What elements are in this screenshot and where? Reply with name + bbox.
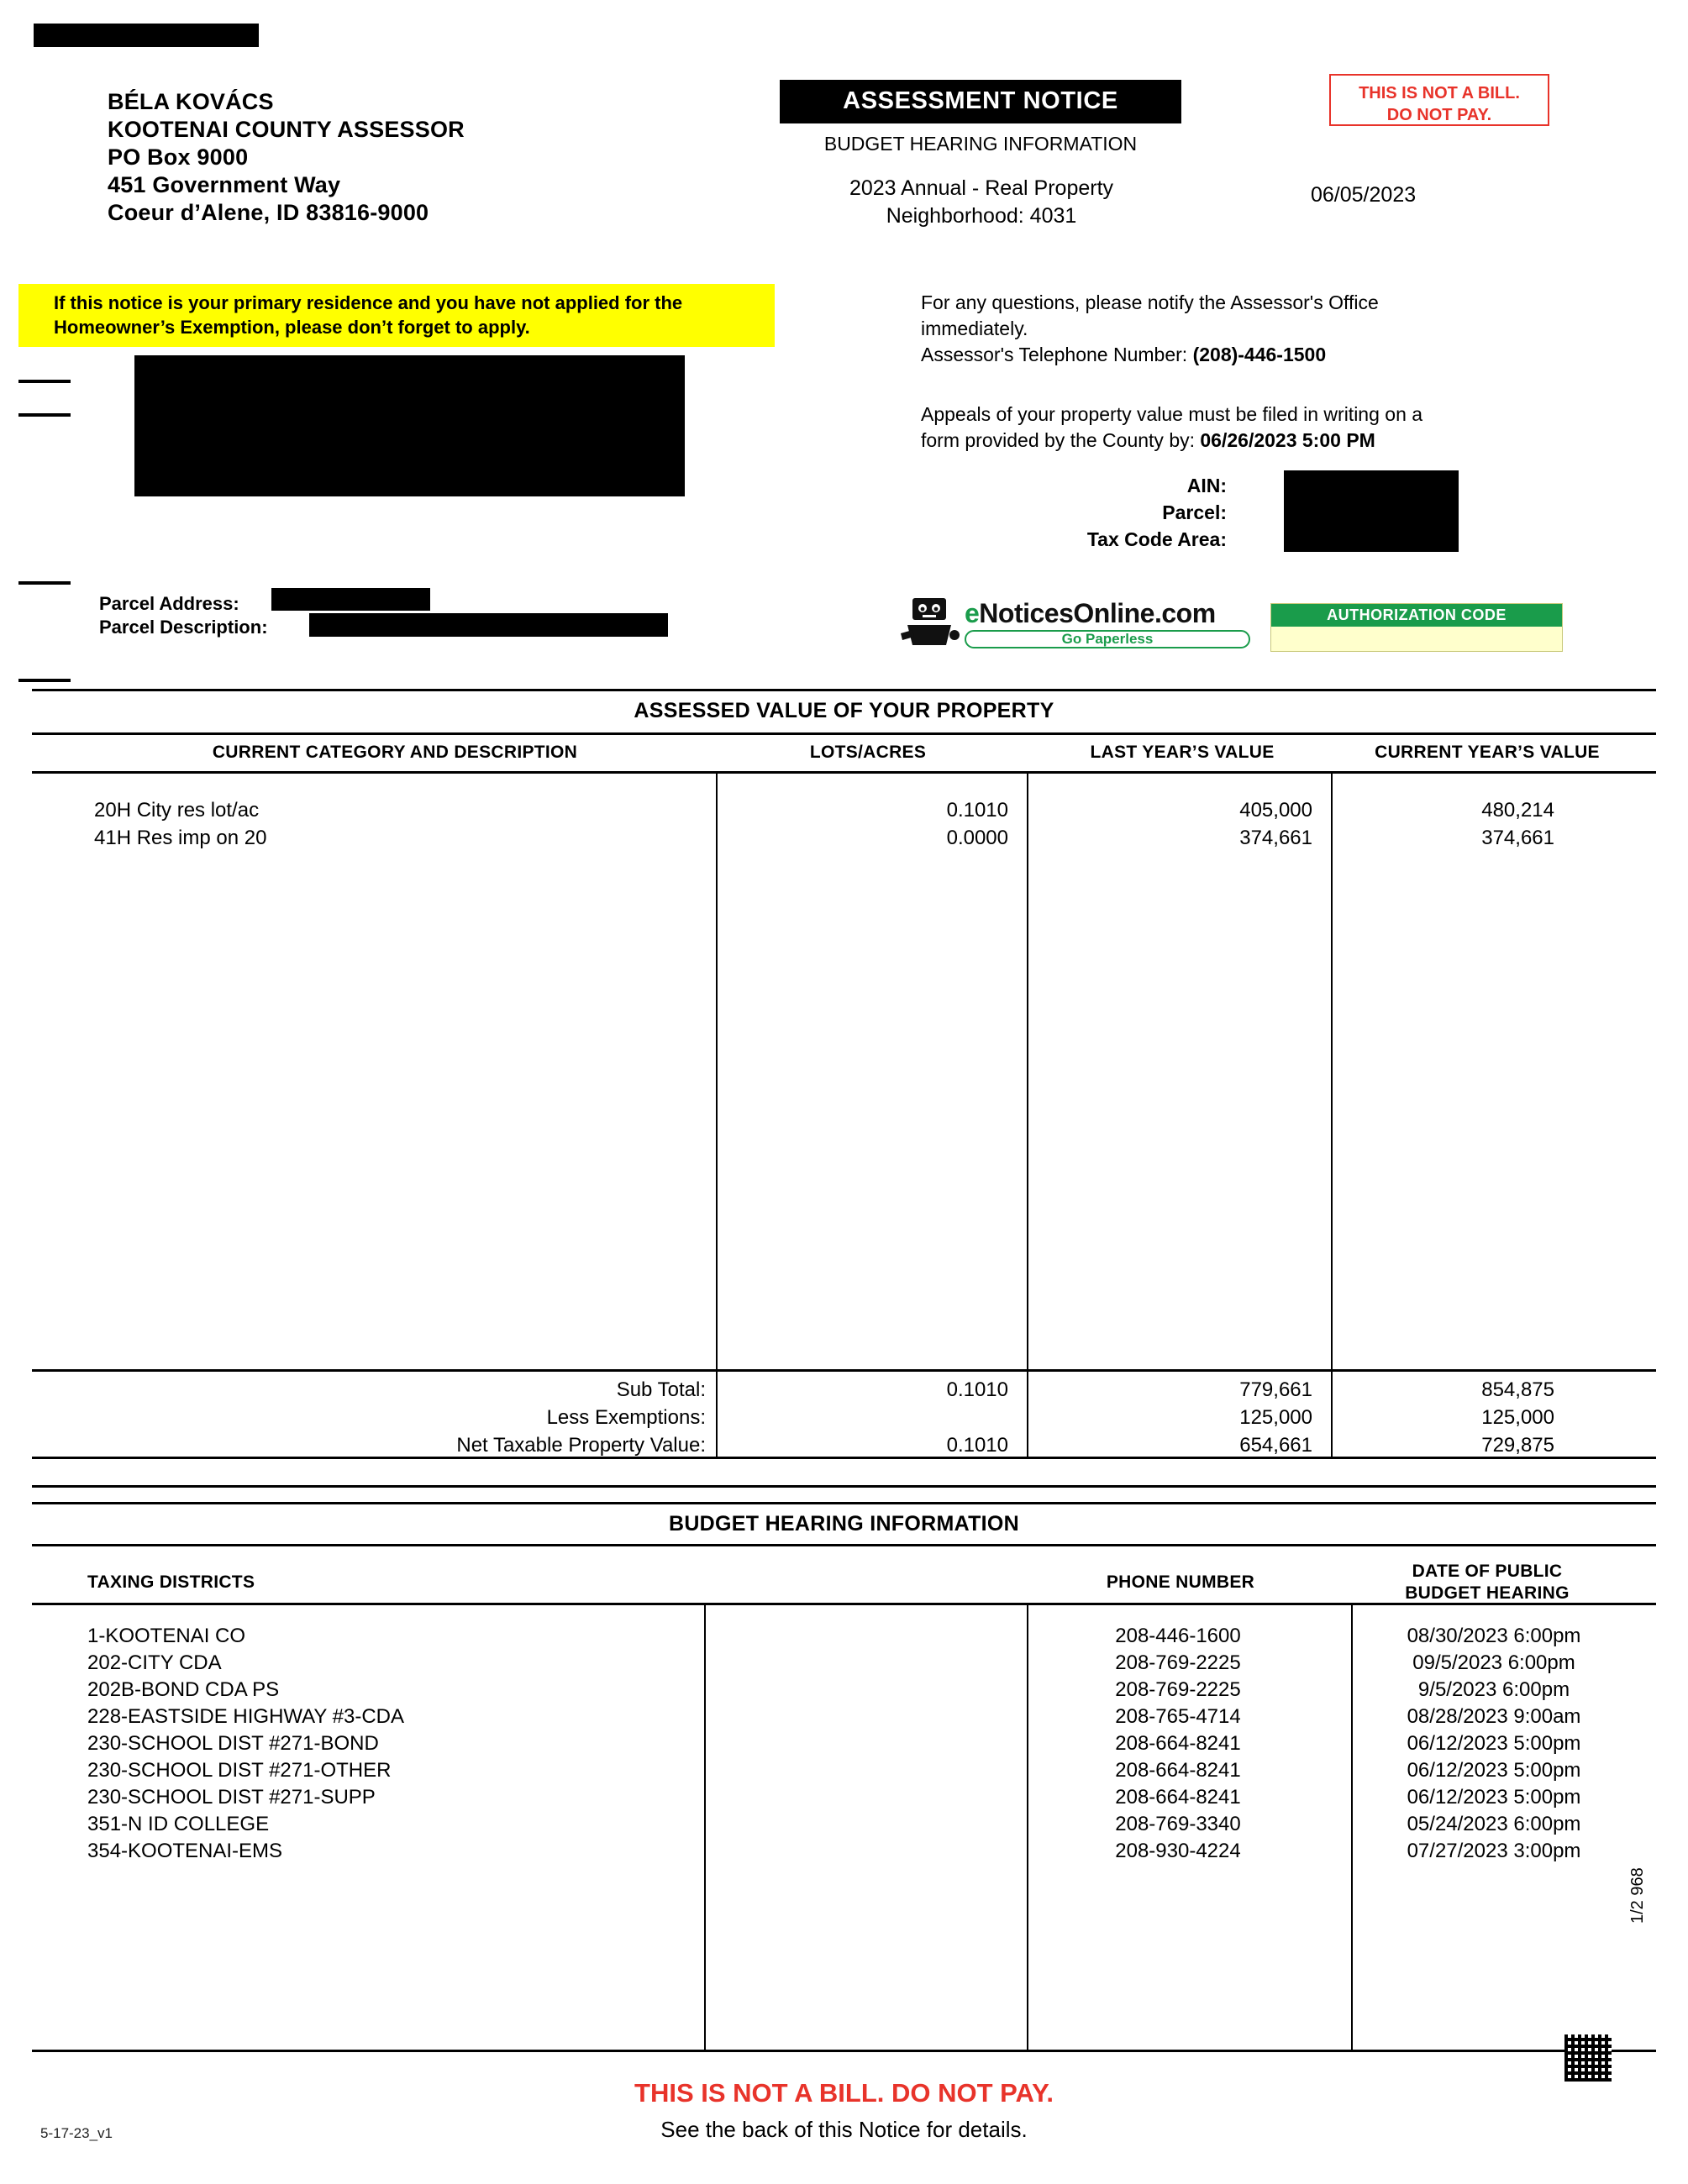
- assessor-city-state-zip: Coeur d’Alene, ID 83816-9000: [108, 200, 429, 225]
- table-row: 07/27/2023 3:00pm: [1407, 1840, 1581, 1862]
- parcel-info-block: [99, 592, 268, 639]
- table-row: 208-769-2225: [1115, 1678, 1241, 1701]
- parcel-id-labels: [1042, 472, 1227, 553]
- appeal-line-1: Appeals of your property value must be filed in writing on a: [921, 403, 1423, 425]
- not-a-bill-line-2: DO NOT PAY.: [1386, 106, 1492, 124]
- fold-mark-mid: [18, 581, 71, 585]
- assessed-row-descriptions: [94, 796, 266, 852]
- assessed-total-lastyear: [1027, 1376, 1312, 1459]
- enotices-brand-text: [965, 598, 1216, 629]
- fold-mark-bottom: [18, 679, 71, 682]
- assessed-total-lots-acres: 0.1010: [946, 1434, 1008, 1457]
- redacted-authorization-code: [34, 24, 259, 47]
- footer-warning: THIS IS NOT A BILL. DO NOT PAY.: [634, 2078, 1054, 2108]
- table-row: 05/24/2023 6:00pm: [1407, 1813, 1581, 1835]
- redacted-parcel-description: [309, 613, 668, 637]
- budget-header-bottom-rule: [32, 1603, 1656, 1605]
- assessed-vline-3: [1331, 771, 1333, 1457]
- parcel-address-label: Parcel Address:: [99, 593, 239, 614]
- homeowner-exemption-note: If this notice is your primary residence and you have not applied for the Homeowner’s Exemption, please don’t forget to apply.: [18, 284, 775, 347]
- table-row: 202-CITY CDA: [87, 1651, 222, 1674]
- assessed-totals-rule: [32, 1369, 1656, 1372]
- assessor-po-box: PO Box 9000: [108, 144, 249, 170]
- enotices-brand-e: e: [965, 598, 980, 628]
- questions-line-2: immediately.: [921, 318, 1028, 339]
- assessed-vline-1: [716, 771, 718, 1457]
- table-row: 230-SCHOOL DIST #271-BOND: [87, 1732, 379, 1755]
- assessed-total-lots-acres: [716, 1404, 1008, 1431]
- ain-label: AIN:: [1186, 475, 1227, 496]
- assessed-row-current-year: 480,214: [1481, 799, 1554, 822]
- budget-header-top-rule: [32, 1544, 1656, 1546]
- questions-line-1: For any questions, please notify the Assessor's Office: [921, 291, 1379, 313]
- assessor-address-block: [108, 88, 465, 227]
- table-row: 06/12/2023 5:00pm: [1407, 1786, 1581, 1809]
- assessor-office: KOOTENAI COUNTY ASSESSOR: [108, 117, 465, 142]
- table-row: 1-KOOTENAI CO: [87, 1625, 246, 1647]
- assessed-row-lots: [716, 796, 1008, 852]
- budget-district-list: [87, 1623, 404, 1865]
- tax-code-area-label: Tax Code Area:: [1086, 528, 1227, 550]
- assessed-section-top-rule: [32, 689, 1656, 691]
- assessed-row-lots-acres: 0.0000: [946, 827, 1008, 849]
- parcel-description-label: Parcel Description:: [99, 617, 268, 638]
- questions-info: [921, 290, 1543, 368]
- assessed-row-currentyear: [1331, 796, 1554, 852]
- assessed-header-top-rule: [32, 732, 1656, 735]
- not-a-bill-badge: [1329, 74, 1549, 126]
- authorization-code-box: [1270, 603, 1563, 652]
- page-title: ASSESSMENT NOTICE: [780, 80, 1181, 123]
- table-row: 208-664-8241: [1115, 1786, 1241, 1809]
- table-row: 08/28/2023 9:00am: [1407, 1705, 1581, 1728]
- assessed-section-title: ASSESSED VALUE OF YOUR PROPERTY: [634, 699, 1054, 722]
- table-row: 08/30/2023 6:00pm: [1407, 1625, 1581, 1647]
- assessed-row-lastyear: [1027, 796, 1312, 852]
- enotices-logo: [899, 596, 1252, 648]
- assessed-row-description: 41H Res imp on 20: [94, 827, 267, 849]
- assessed-row-current-year: 374,661: [1481, 827, 1554, 849]
- qr-code: [1564, 2034, 1612, 2082]
- table-row: 228-EASTSIDE HIGHWAY #3-CDA: [87, 1705, 404, 1728]
- assessed-total-currentyear: [1331, 1376, 1554, 1459]
- page-side-code: 1/2 968: [1628, 1867, 1647, 1924]
- appeal-line-2: [921, 428, 1543, 454]
- table-row: 202B-BOND CDA PS: [87, 1678, 280, 1701]
- budget-col-districts: TAXING DISTRICTS: [87, 1572, 255, 1592]
- notice-subtitle: BUDGET HEARING INFORMATION: [823, 133, 1138, 155]
- assessed-total-last-year: 125,000: [1239, 1406, 1312, 1429]
- budget-vline-1: [704, 1603, 706, 2050]
- assessed-total-current-year: 854,875: [1481, 1378, 1554, 1401]
- appeal-deadline: 06/26/2023 5:00 PM: [1200, 429, 1375, 451]
- redacted-mailing-address: [134, 355, 685, 496]
- assessed-total-last-year: 654,661: [1239, 1434, 1312, 1457]
- table-row: 354-KOOTENAI-EMS: [87, 1840, 283, 1862]
- paperboy-icon: [899, 596, 965, 648]
- notice-date: 06/05/2023: [1311, 183, 1417, 207]
- appeal-info: [921, 402, 1543, 454]
- table-row: 208-446-1600: [1115, 1625, 1241, 1647]
- redacted-parcel-address: [271, 588, 430, 611]
- assessor-phone-label: Assessor's Telephone Number:: [921, 344, 1188, 365]
- table-row: 06/12/2023 5:00pm: [1407, 1759, 1581, 1782]
- budget-col-phone: PHONE NUMBER: [1106, 1572, 1255, 1592]
- assessed-total-lots: [716, 1376, 1008, 1459]
- table-row: 208-930-4224: [1115, 1840, 1241, 1862]
- assessed-total-label: Sub Total:: [616, 1378, 706, 1401]
- notice-year-line: 2023 Annual - Real Property: [849, 176, 1114, 200]
- assessed-header-bottom-rule: [32, 771, 1656, 774]
- assessed-col-last-year: LAST YEAR’S VALUE: [1090, 743, 1275, 762]
- table-row: 06/12/2023 5:00pm: [1407, 1732, 1581, 1755]
- assessor-phone-number: (208)-446-1500: [1192, 344, 1327, 365]
- assessed-total-last-year: 779,661: [1239, 1378, 1312, 1401]
- assessed-row-last-year: 374,661: [1239, 827, 1312, 849]
- table-row: 208-664-8241: [1115, 1759, 1241, 1782]
- table-row: 09/5/2023 6:00pm: [1412, 1651, 1575, 1674]
- assessor-name: BÉLA KOVÁCS: [108, 89, 274, 114]
- budget-col-hearing-line-1: DATE OF PUBLIC: [1412, 1562, 1563, 1581]
- form-version: 5-17-23_v1: [40, 2125, 113, 2141]
- footer-subtext: See the back of this Notice for details.: [660, 2117, 1028, 2142]
- table-row: 208-765-4714: [1115, 1705, 1241, 1728]
- assessed-row-lots-acres: 0.1010: [946, 799, 1008, 822]
- authorization-code-title: AUTHORIZATION CODE: [1271, 604, 1562, 627]
- assessed-total-labels: [336, 1376, 706, 1459]
- notice-year-block: [746, 175, 1217, 230]
- separator-rule-1: [32, 1485, 1656, 1488]
- table-row: 208-769-2225: [1115, 1651, 1241, 1674]
- assessed-row-description: 20H City res lot/ac: [94, 799, 260, 822]
- budget-hearing-list: [1351, 1623, 1637, 1865]
- budget-bottom-rule: [32, 2050, 1656, 2052]
- redacted-parcel-ids: [1284, 470, 1459, 552]
- separator-rule-2: [32, 1502, 1656, 1504]
- table-row: 230-SCHOOL DIST #271-SUPP: [87, 1786, 376, 1809]
- table-row: 230-SCHOOL DIST #271-OTHER: [87, 1759, 392, 1782]
- parcel-label: Parcel:: [1162, 501, 1227, 523]
- appeal-line-2-prefix: form provided by the County by:: [921, 429, 1195, 451]
- assessed-col-current-year: CURRENT YEAR’S VALUE: [1375, 743, 1600, 762]
- budget-section-title: BUDGET HEARING INFORMATION: [668, 1512, 1020, 1536]
- table-row: 208-769-3340: [1115, 1813, 1241, 1835]
- assessed-total-label: Less Exemptions:: [546, 1406, 706, 1429]
- assessed-total-label: Net Taxable Property Value:: [456, 1434, 706, 1457]
- not-a-bill-line-1: THIS IS NOT A BILL.: [1359, 84, 1520, 102]
- assessed-col-lots-acres: LOTS/ACRES: [809, 743, 927, 762]
- assessed-col-description: CURRENT CATEGORY AND DESCRIPTION: [212, 743, 578, 762]
- budget-col-hearing-line-2: BUDGET HEARING: [1405, 1583, 1570, 1603]
- fold-mark-top-1: [18, 380, 71, 383]
- assessor-phone-line: [921, 342, 1543, 368]
- table-row: 9/5/2023 6:00pm: [1417, 1678, 1570, 1701]
- enotices-brand-rest: NoticesOnline.com: [979, 598, 1216, 628]
- assessed-total-current-year: 729,875: [1481, 1434, 1554, 1457]
- notice-neighborhood-line: Neighborhood: 4031: [886, 204, 1077, 228]
- assessed-bottom-rule: [32, 1457, 1656, 1459]
- assessed-vline-2: [1027, 771, 1028, 1457]
- assessed-total-current-year: 125,000: [1481, 1406, 1554, 1429]
- assessed-total-lots-acres: 0.1010: [946, 1378, 1008, 1401]
- fold-mark-top-2: [18, 413, 71, 417]
- table-row: 208-664-8241: [1115, 1732, 1241, 1755]
- enotices-tagline: Go Paperless: [965, 630, 1250, 648]
- budget-col-hearing-date: [1336, 1561, 1638, 1604]
- table-row: 351-N ID COLLEGE: [87, 1813, 270, 1835]
- budget-phone-list: [1027, 1623, 1329, 1865]
- assessed-row-last-year: 405,000: [1239, 799, 1312, 822]
- assessor-street: 451 Government Way: [108, 172, 341, 197]
